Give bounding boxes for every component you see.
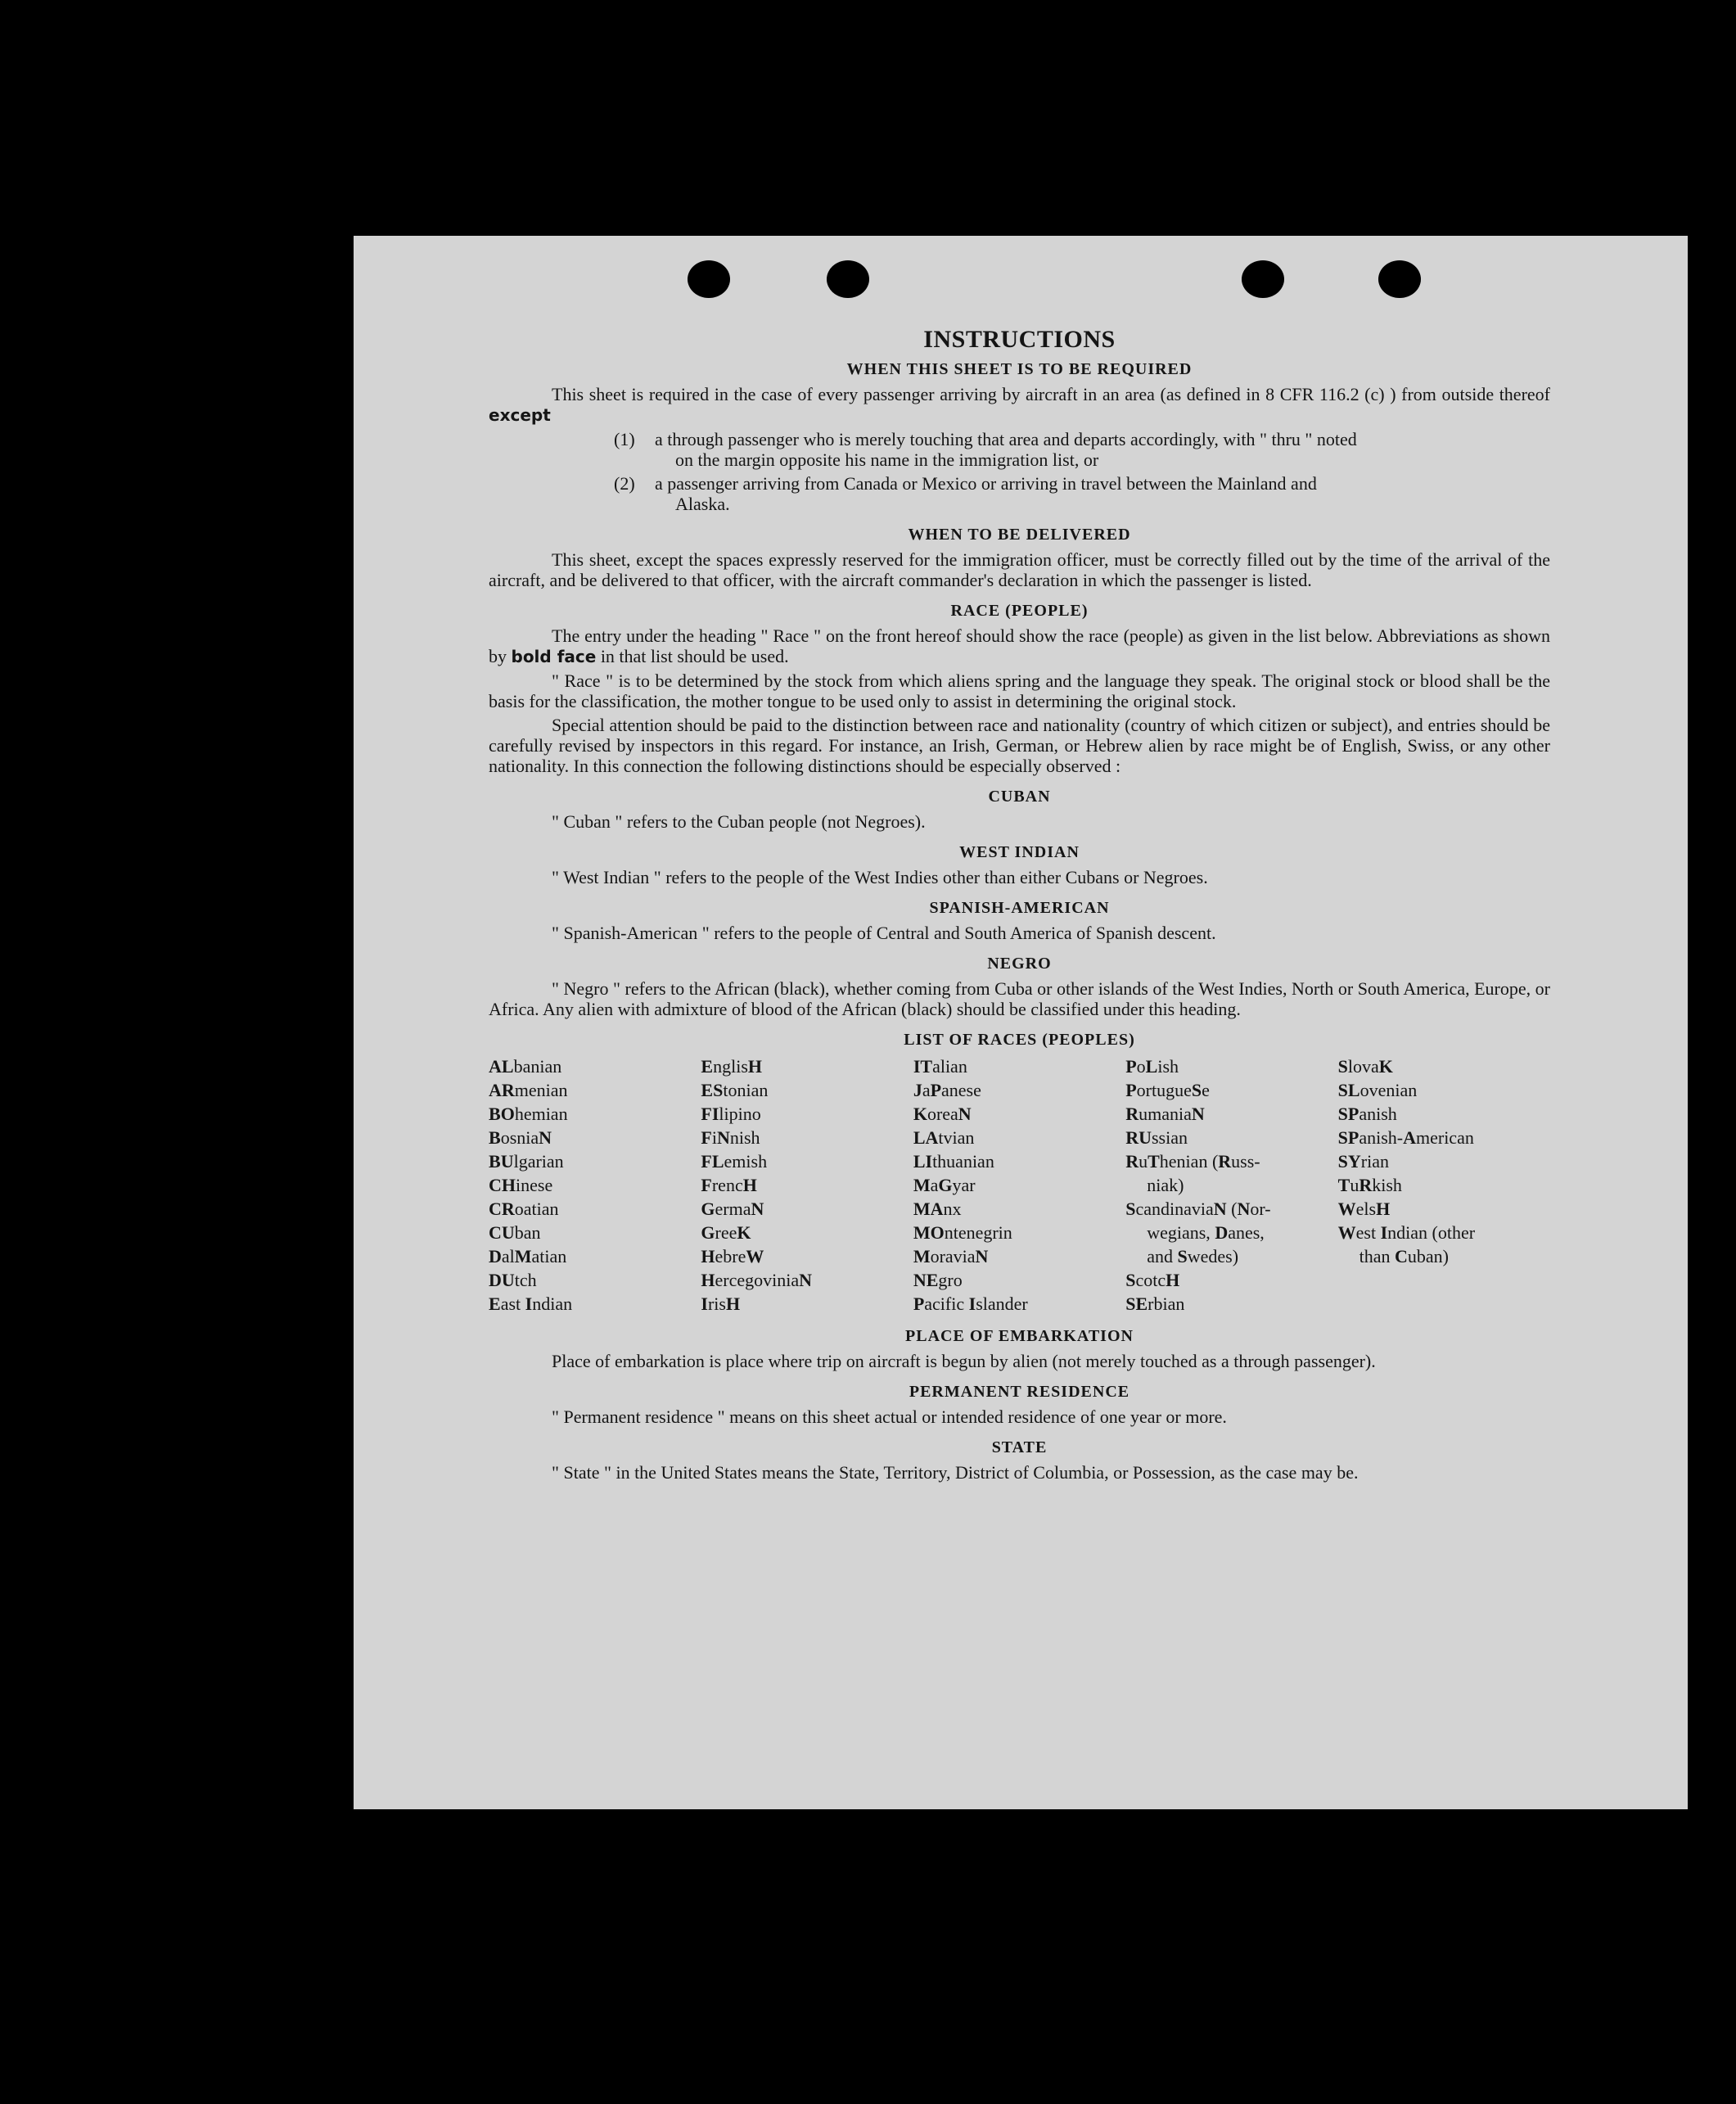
race-entry: SLovenian: [1337, 1080, 1418, 1100]
race-entry: PoLish: [1125, 1056, 1179, 1077]
exception-item-1: (1) a through passenger who is merely touching that area and departs accordingly, with " thru " noted on the margin opposite his name in the immigration list, or: [614, 429, 1357, 470]
negro-text: " Negro " refers to the African (black), whether coming from Cuba or other islands of the West Indies, North or South America, Europe, or Africa. Any alien with admixture of blood of the African (black) should be classified under this heading.: [489, 978, 1550, 1019]
race-entry: CHinese: [489, 1175, 553, 1195]
race-entry: KoreaN: [913, 1104, 972, 1124]
embarkation-text: Place of embarkation is place where trip on aircraft is begun by alien (not merely touched as a through passenger).: [552, 1351, 1376, 1371]
race-entry: RumaniaN: [1125, 1104, 1205, 1124]
race-entry: East Indian: [489, 1294, 573, 1314]
race-entry: West Indian (other: [1337, 1222, 1476, 1243]
race-column-5: [1338, 1054, 1550, 1316]
race-entry: FiNnish: [701, 1127, 760, 1148]
race-entry: LIthuanian: [913, 1151, 994, 1172]
race-entry: ScandinaviaN (Nor-: [1125, 1199, 1271, 1219]
race-entry: FIlipino: [701, 1104, 761, 1124]
page-title: INSTRUCTIONS: [923, 326, 1116, 353]
race-entry: SlovaK: [1337, 1056, 1393, 1077]
required-intro: This sheet is required in the case of every passenger arriving by aircraft in an area (as defined in 8 CFR 116.2 (c) ) from outside thereof except: [489, 384, 1550, 425]
race-entry: BOhemian: [489, 1104, 568, 1124]
section-heading-negro: NEGRO: [987, 955, 1052, 973]
punch-hole: [1242, 260, 1284, 298]
section-heading-residence: PERMANENT RESIDENCE: [909, 1383, 1130, 1401]
race-entry: LAtvian: [913, 1127, 975, 1148]
race-entry: MoraviaN: [913, 1246, 989, 1266]
race-entry: HebreW: [701, 1246, 764, 1266]
race-entry: TuRkish: [1337, 1175, 1402, 1195]
section-heading-list-of-races: LIST OF RACES (PEOPLES): [904, 1031, 1135, 1049]
race-entry: HercegoviniaN: [701, 1270, 813, 1290]
race-column-3: [913, 1054, 1125, 1316]
race-entry: IrisH: [701, 1294, 741, 1314]
exception-item-2: (2) a passenger arriving from Canada or Mexico or arriving in travel between the Mainland and Alaska.: [614, 473, 1317, 514]
race-entry: FrencH: [701, 1175, 757, 1195]
race-entry: ARmenian: [489, 1080, 568, 1100]
race-list: [489, 1054, 1550, 1316]
race-entry: ScotcH: [1125, 1270, 1180, 1290]
race-paragraph-3: Special attention should be paid to the distinction between race and nationality (country of which citizen or subject), and entries should be carefully revised by inspectors in this regard. For instance, an Irish, German, or Hebrew alien by race might be of English, Swiss, or any other nationality. In this connection the following distinctions should be especially observed :: [489, 715, 1550, 776]
residence-text: " Permanent residence " means on this sheet actual or intended residence of one year or more.: [552, 1406, 1227, 1427]
race-paragraph-1: The entry under the heading " Race " on the front hereof should show the race (people) as given in the list below. Abbreviations as shown by bold face in that list should be used.: [489, 625, 1550, 666]
race-entry: EnglisH: [701, 1056, 763, 1077]
section-heading-required: WHEN THIS SHEET IS TO BE REQUIRED: [846, 360, 1193, 378]
instructions-content: [489, 326, 1550, 1486]
race-entry: MAnx: [913, 1199, 962, 1219]
race-entry: Pacific Islander: [913, 1294, 1028, 1314]
race-entry: ITalian: [913, 1056, 967, 1077]
race-entry: GermaN: [701, 1199, 764, 1219]
race-column-1: [489, 1054, 701, 1316]
delivered-text: This sheet, except the spaces expressly reserved for the immigration officer, must be correctly filled out by the time of the arrival of the aircraft, and be delivered to that officer, with the aircraft commander's declaration in which the passenger is listed.: [489, 549, 1550, 590]
race-entry: DUtch: [489, 1270, 537, 1290]
race-entry: niak): [1147, 1175, 1184, 1195]
section-heading-race: RACE (PEOPLE): [950, 602, 1089, 620]
race-entry: EStonian: [701, 1080, 769, 1100]
west-indian-text: " West Indian " refers to the people of the West Indies other than either Cubans or Negroes.: [552, 867, 1208, 887]
race-entry: than Cuban): [1359, 1246, 1449, 1266]
spanish-american-text: " Spanish-American " refers to the people of Central and South America of Spanish descent.: [552, 923, 1216, 943]
punch-hole: [688, 260, 730, 298]
race-entry: wegians, Danes,: [1147, 1222, 1265, 1243]
race-entry: ALbanian: [489, 1056, 562, 1077]
race-entry: BUlgarian: [489, 1151, 564, 1172]
race-column-4: [1125, 1054, 1337, 1316]
race-entry: GreeK: [701, 1222, 751, 1243]
section-heading-delivered: WHEN TO BE DELIVERED: [908, 526, 1131, 544]
race-entry: RUssian: [1125, 1127, 1188, 1148]
race-entry: DalMatian: [489, 1246, 567, 1266]
section-heading-spanish-american: SPANISH-AMERICAN: [929, 899, 1110, 917]
race-column-2: [701, 1054, 913, 1316]
section-heading-west-indian: WEST INDIAN: [959, 843, 1080, 861]
race-entry: CUban: [489, 1222, 541, 1243]
race-entry: SYrian: [1337, 1151, 1389, 1172]
race-entry: MaGyar: [913, 1175, 976, 1195]
punch-hole: [1378, 260, 1421, 298]
race-entry: PortugueSe: [1125, 1080, 1210, 1100]
race-entry: BosniaN: [489, 1127, 552, 1148]
section-heading-embarkation: PLACE OF EMBARKATION: [905, 1327, 1134, 1345]
race-entry: FLemish: [701, 1151, 768, 1172]
race-entry: RuThenian (Russ-: [1125, 1151, 1260, 1172]
section-heading-state: STATE: [991, 1438, 1048, 1456]
state-text: " State " in the United States means the State, Territory, District of Columbia, or Possession, as the case may be.: [552, 1462, 1359, 1483]
race-entry: CRoatian: [489, 1199, 559, 1219]
document-page: [354, 236, 1688, 1809]
race-entry: SPanish: [1337, 1104, 1397, 1124]
race-entry: JaPanese: [913, 1080, 981, 1100]
section-heading-cuban: CUBAN: [988, 788, 1051, 806]
race-entry: MOntenegrin: [913, 1222, 1012, 1243]
race-entry: WelsH: [1337, 1199, 1391, 1219]
race-entry: SPanish-American: [1337, 1127, 1474, 1148]
race-entry: and Swedes): [1147, 1246, 1239, 1266]
cuban-text: " Cuban " refers to the Cuban people (not Negroes).: [552, 811, 926, 832]
punch-hole: [827, 260, 869, 298]
race-paragraph-2: " Race " is to be determined by the stock from which aliens spring and the language they speak. The original stock or blood shall be the basis for the classification, the mother tongue to be used only to assist in determining the original stock.: [489, 670, 1550, 711]
race-entry: NEgro: [913, 1270, 963, 1290]
race-entry: SErbian: [1125, 1294, 1185, 1314]
